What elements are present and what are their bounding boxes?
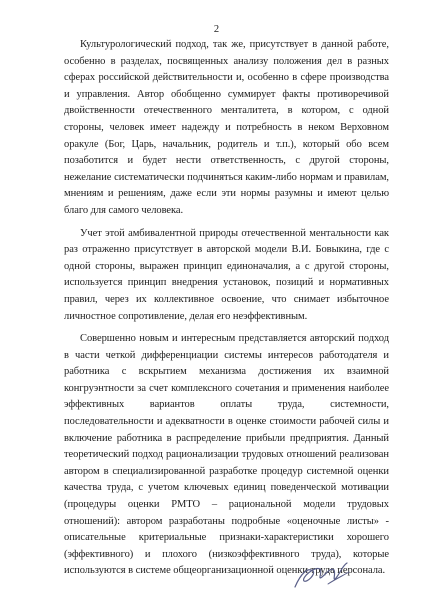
handwritten-signature [292,560,352,592]
paragraph-2: Учет этой амбивалентной природы отечественной ментальности как раз отраженно присутствует в авторской модели В.И. Бовыкина, где с одной стороны, выражен принцип единоначалия, а с другой стороны, используется принцип внедрения установок, позиций и нормативных правил, через их коллективное освоение, что снимает избыточное личностное сопротивление, делая его неэффективным. [64,227,389,322]
paragraph-3: Совершенно новым и интересным представляется авторский подход в части четкой дифференциации системы интересов работодателя и работника с вскрытием механизма достижения их взаимной конгруэнтности за счет комплексного сочетания и применения наиболее эффективных вариантов оплаты труда, системности, последовательности и адекватности в оценке стоимости рабочей силы и включение работника в распределение прибыли предприятия. Данный теоретический подход рационализации трудовых отношений реализован автором в специализированной разработке процедур системной оценки качества труда, с учетом ключевых единиц поведенческой мотивации (процедуры оценки РМТО – рациональной модели трудовых отношений): автором разработаны подробные «оценочные листы» - описательные критериальные признаки-характеристики хорошего (эффективного) и плохого (низкоэффективного труда), которые используются в системе общеорганизационной оценки труда персонала. [64,333,389,577]
paragraph-1: Культурологический подход, так же, присутствует в данной работе, особенно в разделах, посвященных анализу положения дел в разных сферах российской действительности и, особенно в сфере производства и управления. Автор обобщенно суммирует факты противоречивой двойственности отечественного менталитета, в котором, с одной стороны, человек имеет надежду и потребность в неком Верховном оракуле (Бог, Царь, начальник, родитель и т.п.), который обо всем позаботится и будет нести ответственность, с другой стороны, нежелание систематически подчиняться каким-либо нормам и правилам, мнениям и решениям, даже если эти нормы разумны и имеют целью благо для самого человека. [64,39,389,216]
body-text [64,37,389,586]
page-number: 2 [213,24,220,35]
